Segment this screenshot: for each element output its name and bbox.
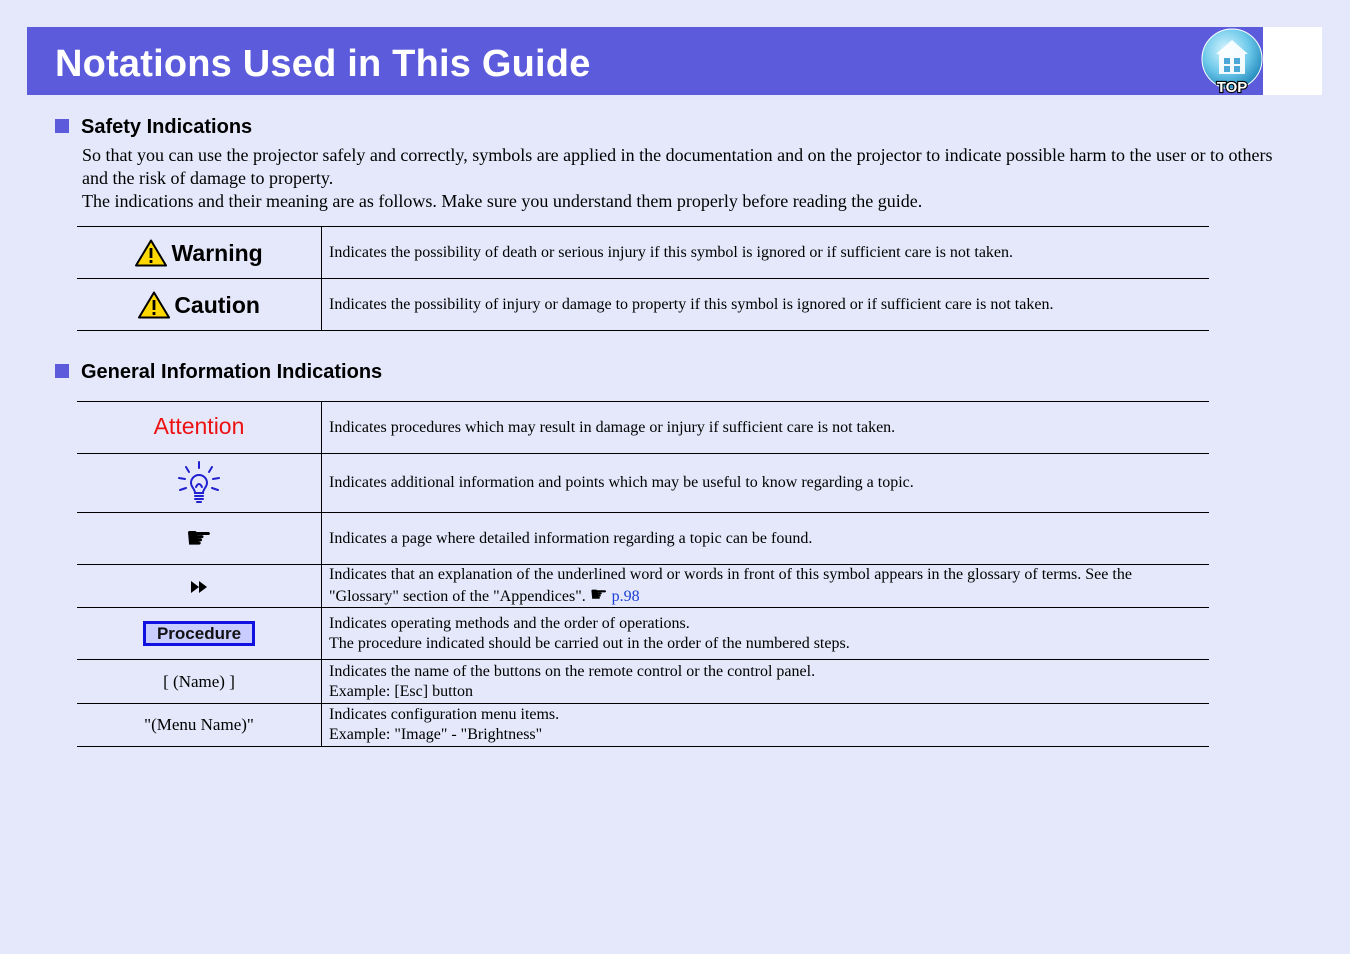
procedure-line: Indicates operating methods and the order of operations.	[329, 614, 690, 632]
attention-cell	[77, 402, 322, 454]
button-name-description	[322, 660, 1210, 704]
double-arrow-icon	[190, 580, 208, 594]
pointing-hand-icon: ☛	[185, 521, 213, 555]
square-bullet-icon	[55, 364, 69, 378]
warning-triangle-icon	[138, 291, 170, 319]
glossary-description	[322, 565, 1210, 608]
square-bullet-icon	[55, 119, 69, 133]
table-row	[77, 660, 1209, 704]
caution-description: Indicates the possibility of injury or damage to property if this symbol is ignored or if sufficient care is not taken.	[322, 279, 1210, 331]
glossary-page-link[interactable]: p.98	[611, 588, 640, 605]
warning-label: Warning	[171, 239, 263, 266]
button-name-line: Example: [Esc] button	[329, 682, 473, 700]
procedure-line: The procedure indicated should be carried out in the order of the numbered steps.	[329, 634, 850, 652]
general-heading	[55, 361, 382, 384]
intro-paragraph: The indications and their meaning are as follows. Make sure you understand them properly before reading the guide.	[82, 191, 923, 211]
table-row	[77, 513, 1209, 565]
menu-name-cell: "(Menu Name)"	[77, 704, 322, 747]
table-row	[77, 565, 1209, 608]
safety-heading	[55, 116, 252, 139]
table-row	[77, 608, 1209, 660]
general-table	[77, 401, 1209, 747]
safety-heading-text: Safety Indications	[81, 116, 253, 138]
menu-name-line: Example: "Image" - "Brightness"	[329, 726, 543, 743]
warning-cell	[77, 227, 322, 279]
table-row	[77, 402, 1209, 454]
attention-description: Indicates procedures which may result in damage or injury if sufficient care is not taken.	[322, 402, 1210, 454]
tip-description: Indicates additional information and points which may be useful to know regarding a topic.	[322, 454, 1210, 513]
intro-paragraph: So that you can use the projector safely and correctly, symbols are applied in the documentation and on the projector to indicate possible harm to the user or to others and the risk of damage to property.	[82, 145, 1273, 188]
pointing-hand-icon: ☛	[589, 584, 608, 606]
table-row	[77, 279, 1209, 331]
top-button[interactable]	[1199, 28, 1265, 94]
safety-table	[77, 226, 1209, 331]
table-row	[77, 227, 1209, 279]
table-row	[77, 704, 1209, 747]
attention-label: Attention	[153, 413, 245, 439]
caution-cell	[77, 279, 322, 331]
procedure-cell	[77, 608, 322, 660]
title-banner	[27, 27, 1263, 95]
caution-label: Caution	[174, 291, 260, 318]
general-heading-text: General Information Indications	[81, 361, 383, 383]
menu-name-description	[322, 704, 1210, 747]
lightbulb-icon	[176, 460, 222, 506]
svg-text:TOP: TOP	[1216, 79, 1248, 94]
warning-triangle-icon	[135, 239, 167, 267]
menu-name-line: Indicates configuration menu items.	[329, 706, 560, 723]
safety-intro	[82, 144, 1297, 213]
home-icon	[1199, 28, 1265, 94]
button-name-cell: [ (Name) ]	[77, 660, 322, 704]
button-name-line: Indicates the name of the buttons on the remote control or the control panel.	[329, 662, 816, 680]
page-title: Notations Used in This Guide	[55, 43, 591, 85]
procedure-badge: Procedure	[143, 621, 255, 646]
procedure-description	[322, 608, 1210, 660]
banner-corner	[1263, 27, 1322, 95]
reference-cell	[77, 513, 322, 565]
warning-description: Indicates the possibility of death or serious injury if this symbol is ignored or if sufficient care is not taken.	[322, 227, 1210, 279]
tip-cell	[77, 454, 322, 513]
table-row	[77, 454, 1209, 513]
glossary-cell	[77, 565, 322, 608]
glossary-text: Indicates that an explanation of the underlined word or words in front of this symbol appears in the glossary of terms. See the "Glossary" section of the "Appendices".	[329, 566, 1132, 605]
reference-description: Indicates a page where detailed information regarding a topic can be found.	[322, 513, 1210, 565]
